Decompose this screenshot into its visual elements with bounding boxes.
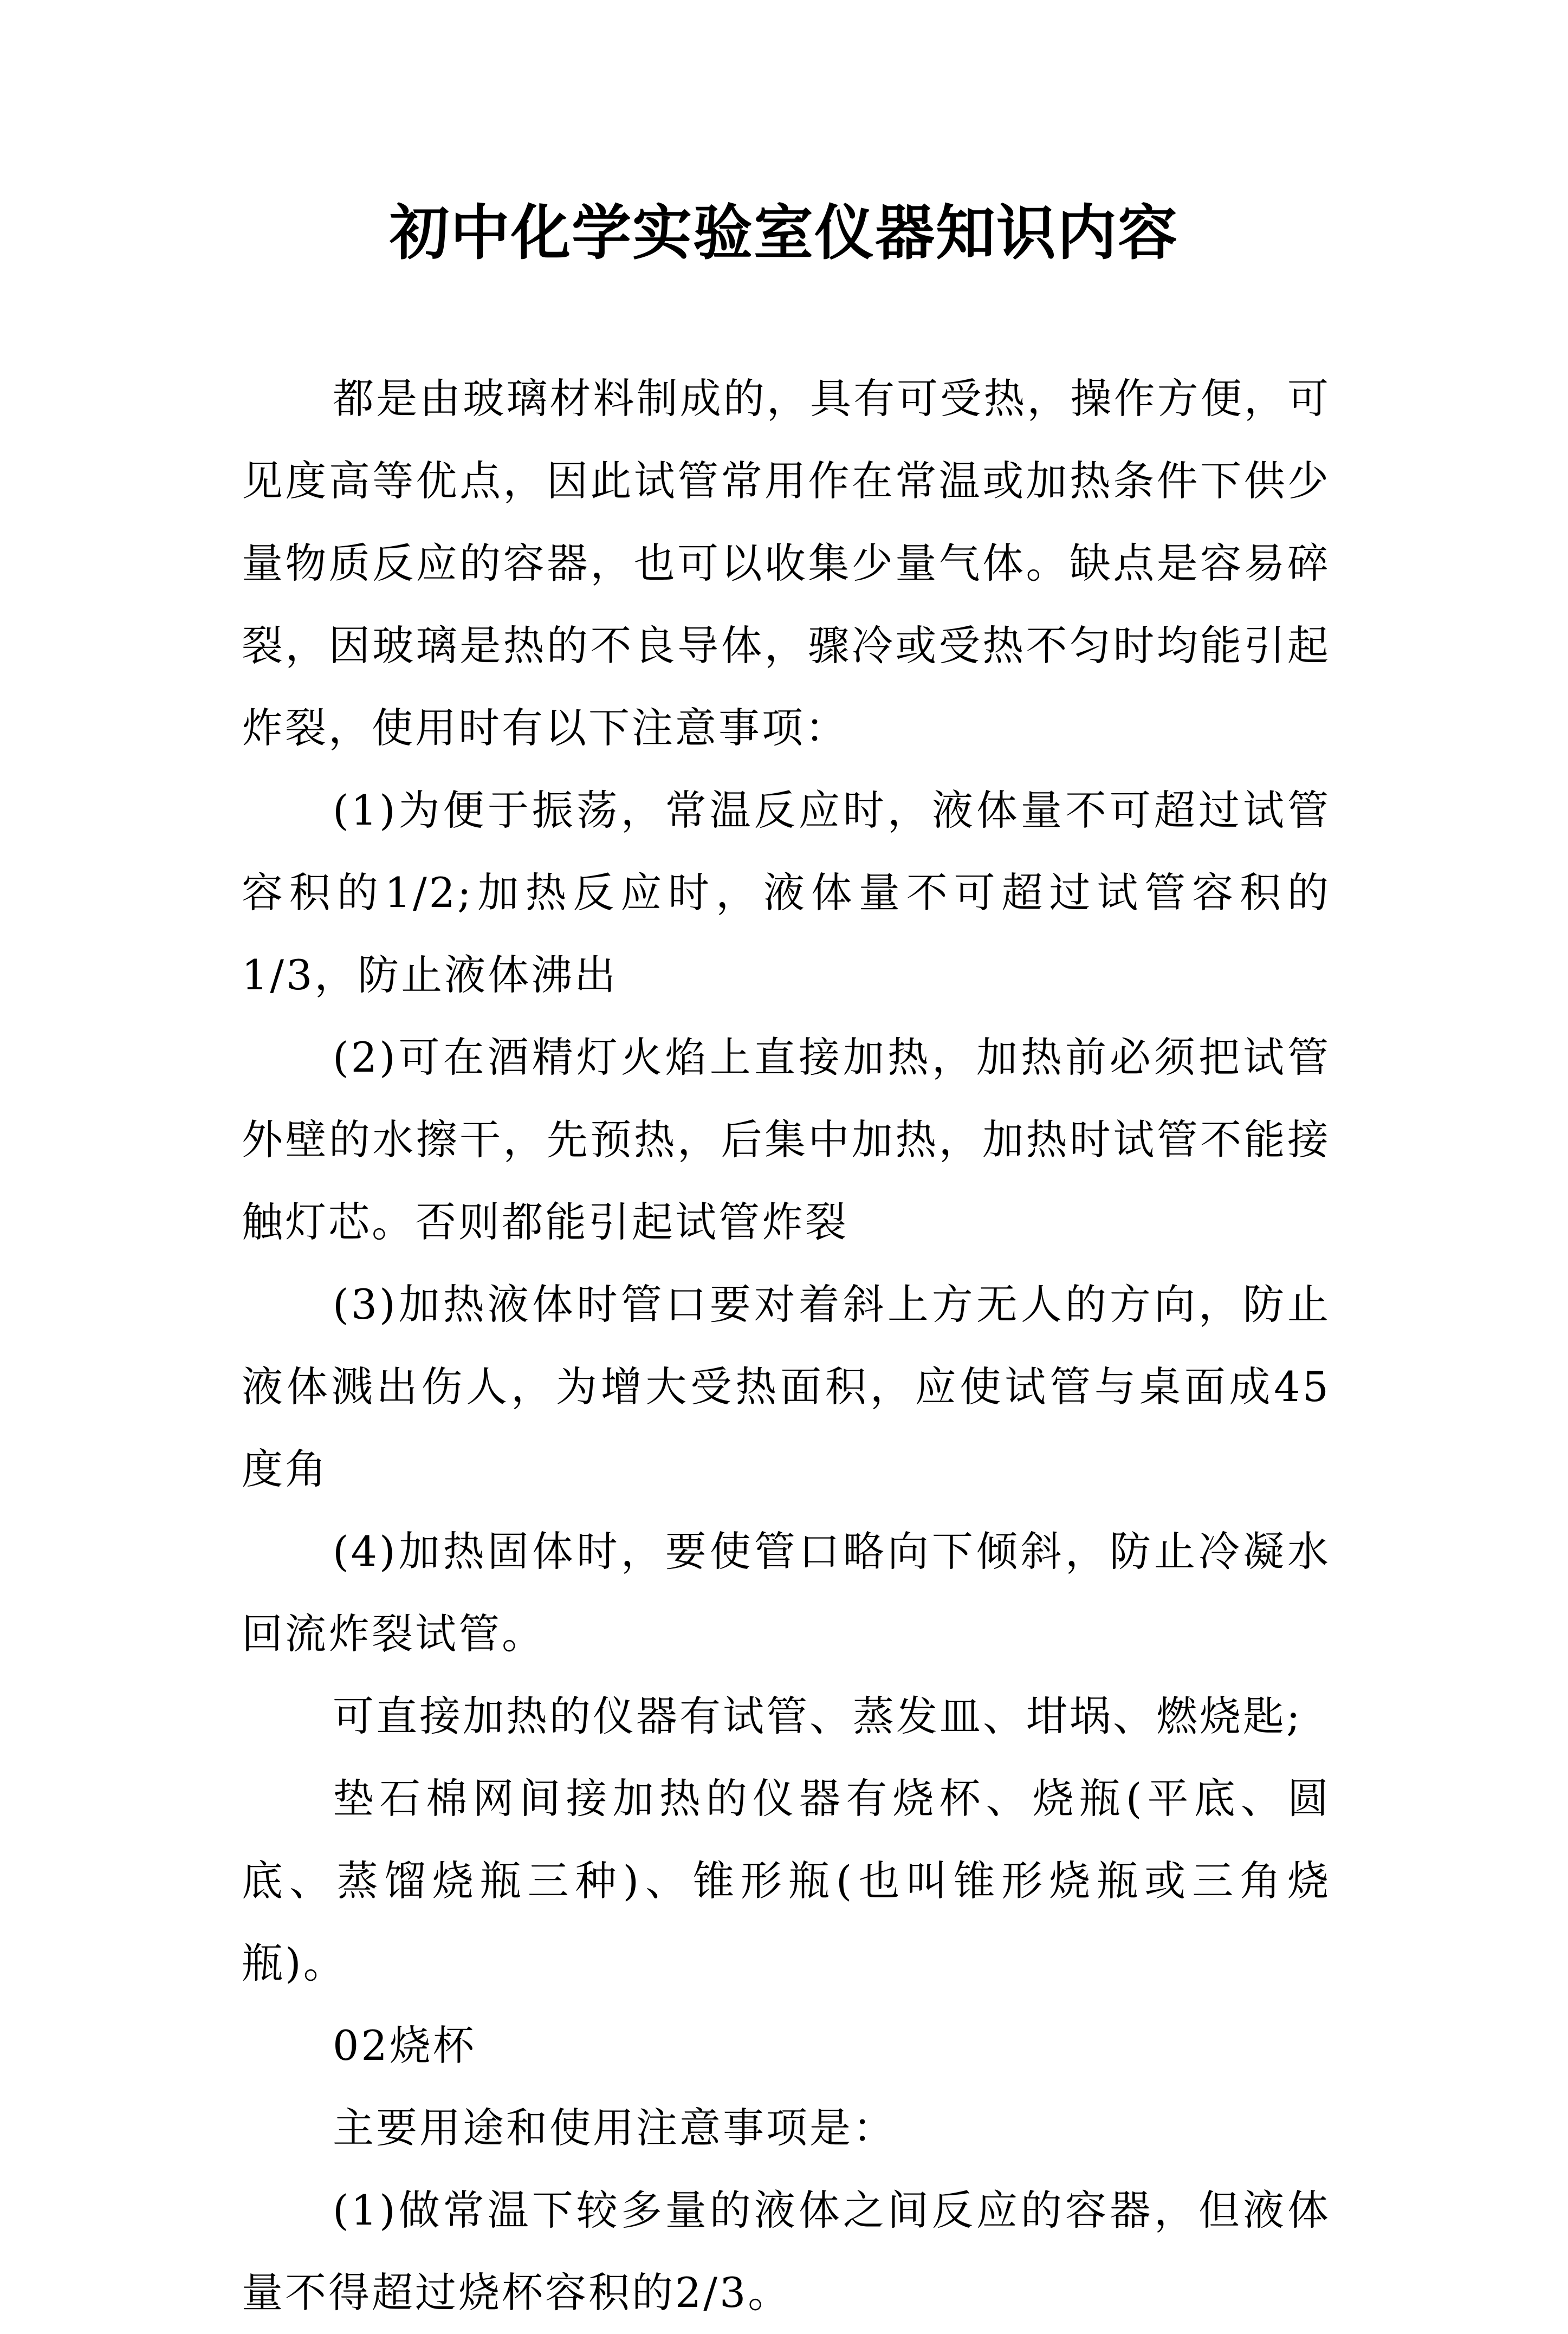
section-heading: 02烧杯 [333, 2021, 476, 2070]
paragraph: (2)可在酒精灯火焰上直接加热，加热前必须把试管外壁的水擦干，先预热，后集中加热，加热时试管不能接触灯芯。否则都能引起试管炸裂 [242, 1033, 1331, 1246]
paragraph: (1)做常温下较多量的液体之间反应的容器，但液体量不得超过烧杯容积的2/3。 [242, 2186, 1331, 2317]
paragraph: 都是由玻璃材料制成的，具有可受热，操作方便，可见度高等优点，因此试管常用作在常温或加热条件下供少量物质反应的容器，也可以收集少量气体。缺点是容易碎裂，因玻璃是热的不良导体，骤冷或受热不匀时均能引起炸裂，使用时有以下注意事项： [242, 374, 1331, 752]
paragraph: (4)加热固体时，要使管口略向下倾斜，防止冷凝水回流炸裂试管。 [242, 1527, 1331, 1658]
document-body [242, 358, 1331, 2334]
document-title: 初中化学实验室仪器知识内容 [390, 198, 1178, 268]
paragraph: 垫石棉网间接加热的仪器有烧杯、烧瓶(平底、圆底、蒸馏烧瓶三种)、锥形瓶(也叫锥形烧瓶或三角烧瓶)。 [242, 1774, 1331, 1987]
paragraph: 主要用途和使用注意事项是： [333, 2104, 896, 2152]
paragraph: (1)为便于振荡，常温反应时，液体量不可超过试管容积的1/2;加热反应时，液体量不可超过试管容积的1/3，防止液体沸出 [242, 786, 1331, 999]
paragraph: (3)加热液体时管口要对着斜上方无人的方向，防止液体溅出伤人，为增大受热面积，应使试管与桌面成45度角 [242, 1280, 1331, 1493]
paragraph: 可直接加热的仪器有试管、蒸发皿、坩埚、燃烧匙; [333, 1692, 1303, 1740]
